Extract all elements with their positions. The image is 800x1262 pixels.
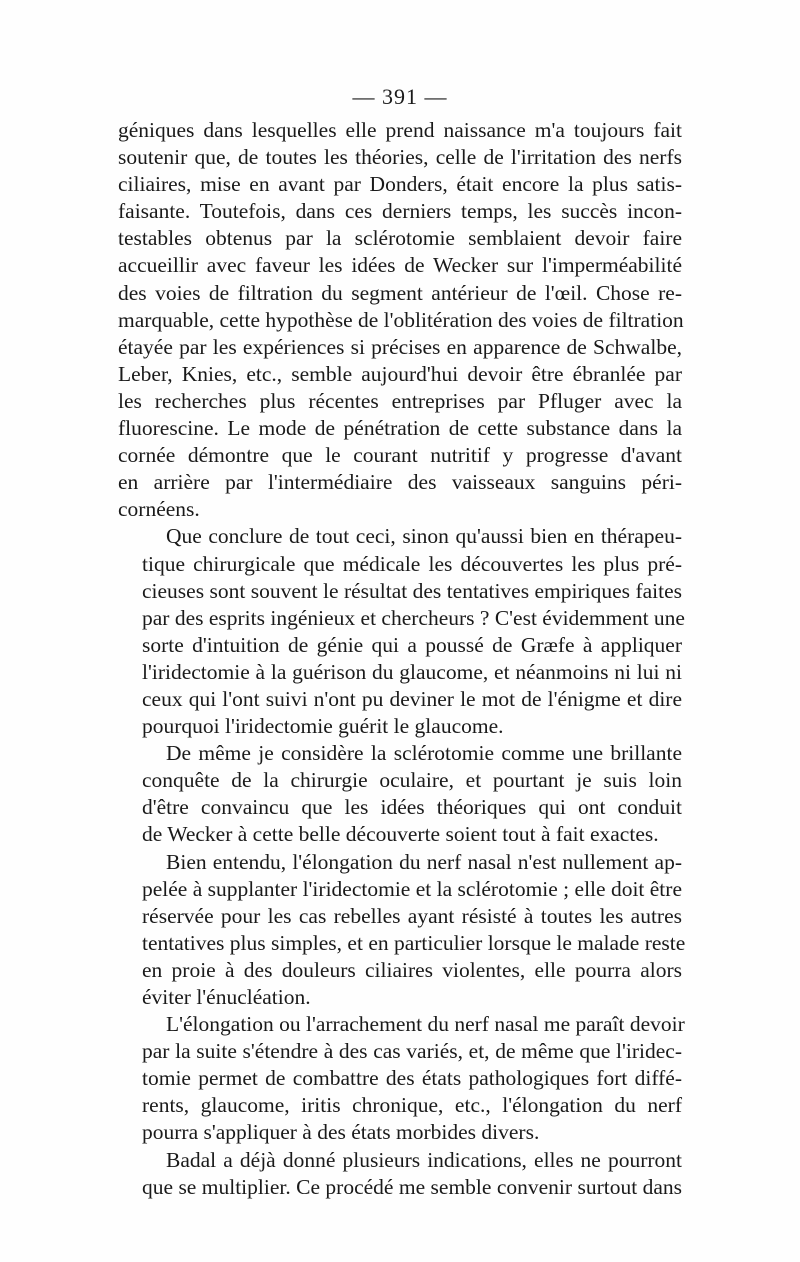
text-line: L'élongation ou l'arrachement du nerf nasal me paraît devoir [166, 1012, 685, 1037]
text-line: pelée à supplanter l'iridectomie et la sclérotomie ; elle doit être [142, 876, 682, 901]
text-line: De même je considère la sclérotomie comme une brillante [166, 741, 682, 766]
text-line: par la suite s'étendre à des cas variés, et, de même que l'iridec- [142, 1039, 682, 1064]
paragraph [118, 117, 682, 523]
text-line: rents, glaucome, iritis chronique, etc., l'élongation du nerf [142, 1093, 682, 1118]
paragraph [118, 740, 682, 848]
text-line: Badal a déjà donné plusieurs indications, elles ne pourront [166, 1147, 682, 1172]
text-line: accueillir avec faveur les idées de Wecker sur l'imperméabilité [118, 253, 682, 278]
text-line: étayée par les expériences si précises en apparence de Schwalbe, [118, 334, 682, 359]
text-line: que se multiplier. Ce procédé me semble convenir surtout dans [142, 1174, 682, 1199]
text-line: par des esprits ingénieux et chercheurs ? C'est évidemment une [142, 605, 685, 630]
text-line: cornée démontre que le courant nutritif y progresse d'avant [118, 443, 682, 468]
paragraph [118, 1147, 682, 1201]
text-line: en proie à des douleurs ciliaires violentes, elle pourra alors [142, 957, 682, 982]
text-line: tomie permet de combattre des états pathologiques fort diffé- [142, 1066, 682, 1091]
text-line: pourquoi l'iridectomie guérit le glaucome. [142, 714, 504, 739]
text-line: l'iridectomie à la guérison du glaucome, et néanmoins ni lui ni [142, 659, 682, 684]
text-line: soutenir que, de toutes les théories, celle de l'irritation des nerfs [118, 145, 682, 170]
paragraph [118, 849, 686, 1012]
text-line: sorte d'intuition de génie qui a poussé de Græfe à appliquer [142, 632, 682, 657]
text-line: pourra s'appliquer à des états morbides divers. [142, 1120, 540, 1145]
text-line: ciliaires, mise en avant par Donders, était encore la plus satis- [118, 172, 682, 197]
text-line: cornéens. [118, 497, 200, 522]
text-line: en arrière par l'intermédiaire des vaisseaux sanguins péri- [118, 470, 682, 495]
text-line: d'être convaincu que les idées théoriques qui ont conduit [142, 795, 682, 820]
text-line: Leber, Knies, etc., semble aujourd'hui devoir être ébranlée par [118, 361, 682, 386]
text-line: tique chirurgicale que médicale les découvertes les plus pré- [142, 551, 682, 576]
text-line: des voies de filtration du segment antérieur de l'œil. Chose re- [118, 280, 682, 305]
text-line: Bien entendu, l'élongation du nerf nasal n'est nullement ap- [166, 849, 682, 874]
text-line: les recherches plus récentes entreprises par Pfluger avec la [118, 388, 682, 413]
text-line: conquête de la chirurgie oculaire, et pourtant je suis loin [142, 768, 682, 793]
paragraph [118, 523, 685, 740]
text-line: faisante. Toutefois, dans ces derniers temps, les succès incon- [118, 199, 682, 224]
text-line: de Wecker à cette belle découverte soient tout à fait exactes. [142, 822, 659, 847]
text-line: géniques dans lesquelles elle prend naissance m'a toujours fait [118, 118, 682, 142]
text-line: fluorescine. Le mode de pénétration de cette substance dans la [118, 416, 682, 441]
text-line: réservée pour les cas rebelles ayant résisté à toutes les autres [142, 903, 682, 928]
text-line: éviter l'énucléation. [142, 985, 311, 1009]
body-text [118, 117, 686, 1201]
text-line: marquable, cette hypothèse de l'oblitération des voies de filtration [118, 307, 684, 332]
text-line: Que conclure de tout ceci, sinon qu'aussi bien en thérapeu- [166, 524, 682, 549]
paragraph [118, 1011, 685, 1146]
text-line: ceux qui l'ont suivi n'ont pu deviner le mot de l'énigme et dire [142, 686, 682, 711]
page-number: — 391 — [352, 84, 448, 109]
text-line: testables obtenus par la sclérotomie semblaient devoir faire [118, 226, 682, 251]
text-line: tentatives plus simples, et en particulier lorsque le malade reste [142, 930, 686, 955]
text-line: cieuses sont souvent le résultat des tentatives empiriques faites [142, 578, 682, 603]
